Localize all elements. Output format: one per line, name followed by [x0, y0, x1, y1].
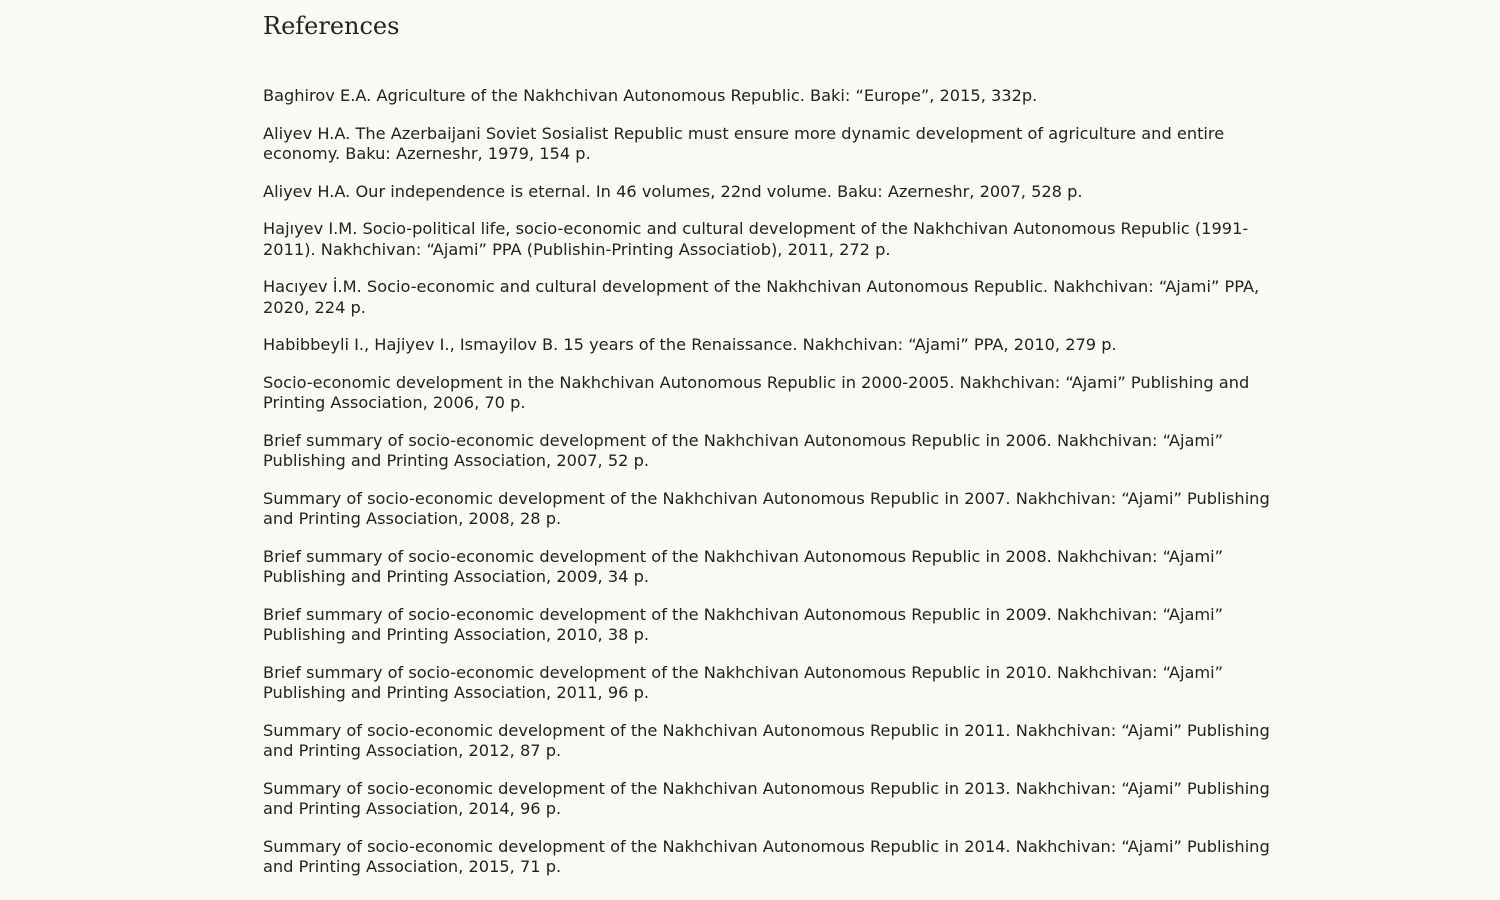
references-heading: References [263, 12, 400, 40]
reference-item-10: Brief summary of socio-economic development of the Nakhchivan Autonomous Republic in 2008. Nakhchivan: “Ajami” Publishing and Printing Association, 2009, 34 p. [263, 546, 1224, 586]
reference-item-5: Hacıyev İ.M. Socio-economic and cultural development of the Nakhchivan Autonomous Republic. Nakhchivan: “Ajami” PPA, 2020, 224 p. [263, 277, 1260, 317]
reference-item-1: Baghirov E.A. Agriculture of the Nakhchivan Autonomous Republic. Baki: “Europe”, 2015, 332p. [263, 86, 1038, 105]
reference-item-2: Aliyev H.A. The Azerbaijani Soviet Sosialist Republic must ensure more dynamic development of agriculture and entire economy. Baku: Azerneshr, 1979, 154 p. [263, 123, 1225, 163]
references-section [263, 0, 1273, 895]
reference-list [263, 40, 1273, 878]
reference-item-7: Socio-economic development in the Nakhchivan Autonomous Republic in 2000-2005. Nakhchivan: “Ajami” Publishing and Printing Association, 2006, 70 p. [263, 372, 1250, 412]
reference-item-15: Summary of socio-economic development of the Nakhchivan Autonomous Republic in 2014. Nakhchivan: “Ajami” Publishing and Printing Association, 2015, 71 p. [263, 836, 1270, 876]
reference-item-14: Summary of socio-economic development of the Nakhchivan Autonomous Republic in 2013. Nakhchivan: “Ajami” Publishing and Printing Association, 2014, 96 p. [263, 778, 1270, 818]
reference-item-9: Summary of socio-economic development of the Nakhchivan Autonomous Republic in 2007. Nakhchivan: “Ajami” Publishing and Printing Association, 2008, 28 p. [263, 488, 1270, 528]
reference-item-3: Aliyev H.A. Our independence is eternal. In 46 volumes, 22nd volume. Baku: Azerneshr, 2007, 528 p. [263, 181, 1083, 201]
reference-item-11: Brief summary of socio-economic development of the Nakhchivan Autonomous Republic in 2009. Nakhchivan: “Ajami” Publishing and Printing Association, 2010, 38 p. [263, 604, 1224, 644]
reference-item-6: Habibbeyli I., Hajiyev I., Ismayilov B. 15 years of the Renaissance. Nakhchivan: “Ajami” PPA, 2010, 279 p. [263, 335, 1117, 354]
reference-item-4: Hajıyev I.M. Socio-political life, socio-economic and cultural development of the Nakhchivan Autonomous Republic (1991-2011). Nakhchivan: “Ajami” PPA (Publishin-Printing Associatiob), 2011, 272 p. [263, 219, 1249, 259]
reference-item-12: Brief summary of socio-economic development of the Nakhchivan Autonomous Republic in 2010. Nakhchivan: “Ajami” Publishing and Printing Association, 2011, 96 p. [263, 662, 1224, 702]
reference-item-8: Brief summary of socio-economic development of the Nakhchivan Autonomous Republic in 2006. Nakhchivan: “Ajami” Publishing and Printing Association, 2007, 52 p. [263, 430, 1224, 470]
reference-item-13: Summary of socio-economic development of the Nakhchivan Autonomous Republic in 2011. Nakhchivan: “Ajami” Publishing and Printing Association, 2012, 87 p. [263, 720, 1270, 760]
